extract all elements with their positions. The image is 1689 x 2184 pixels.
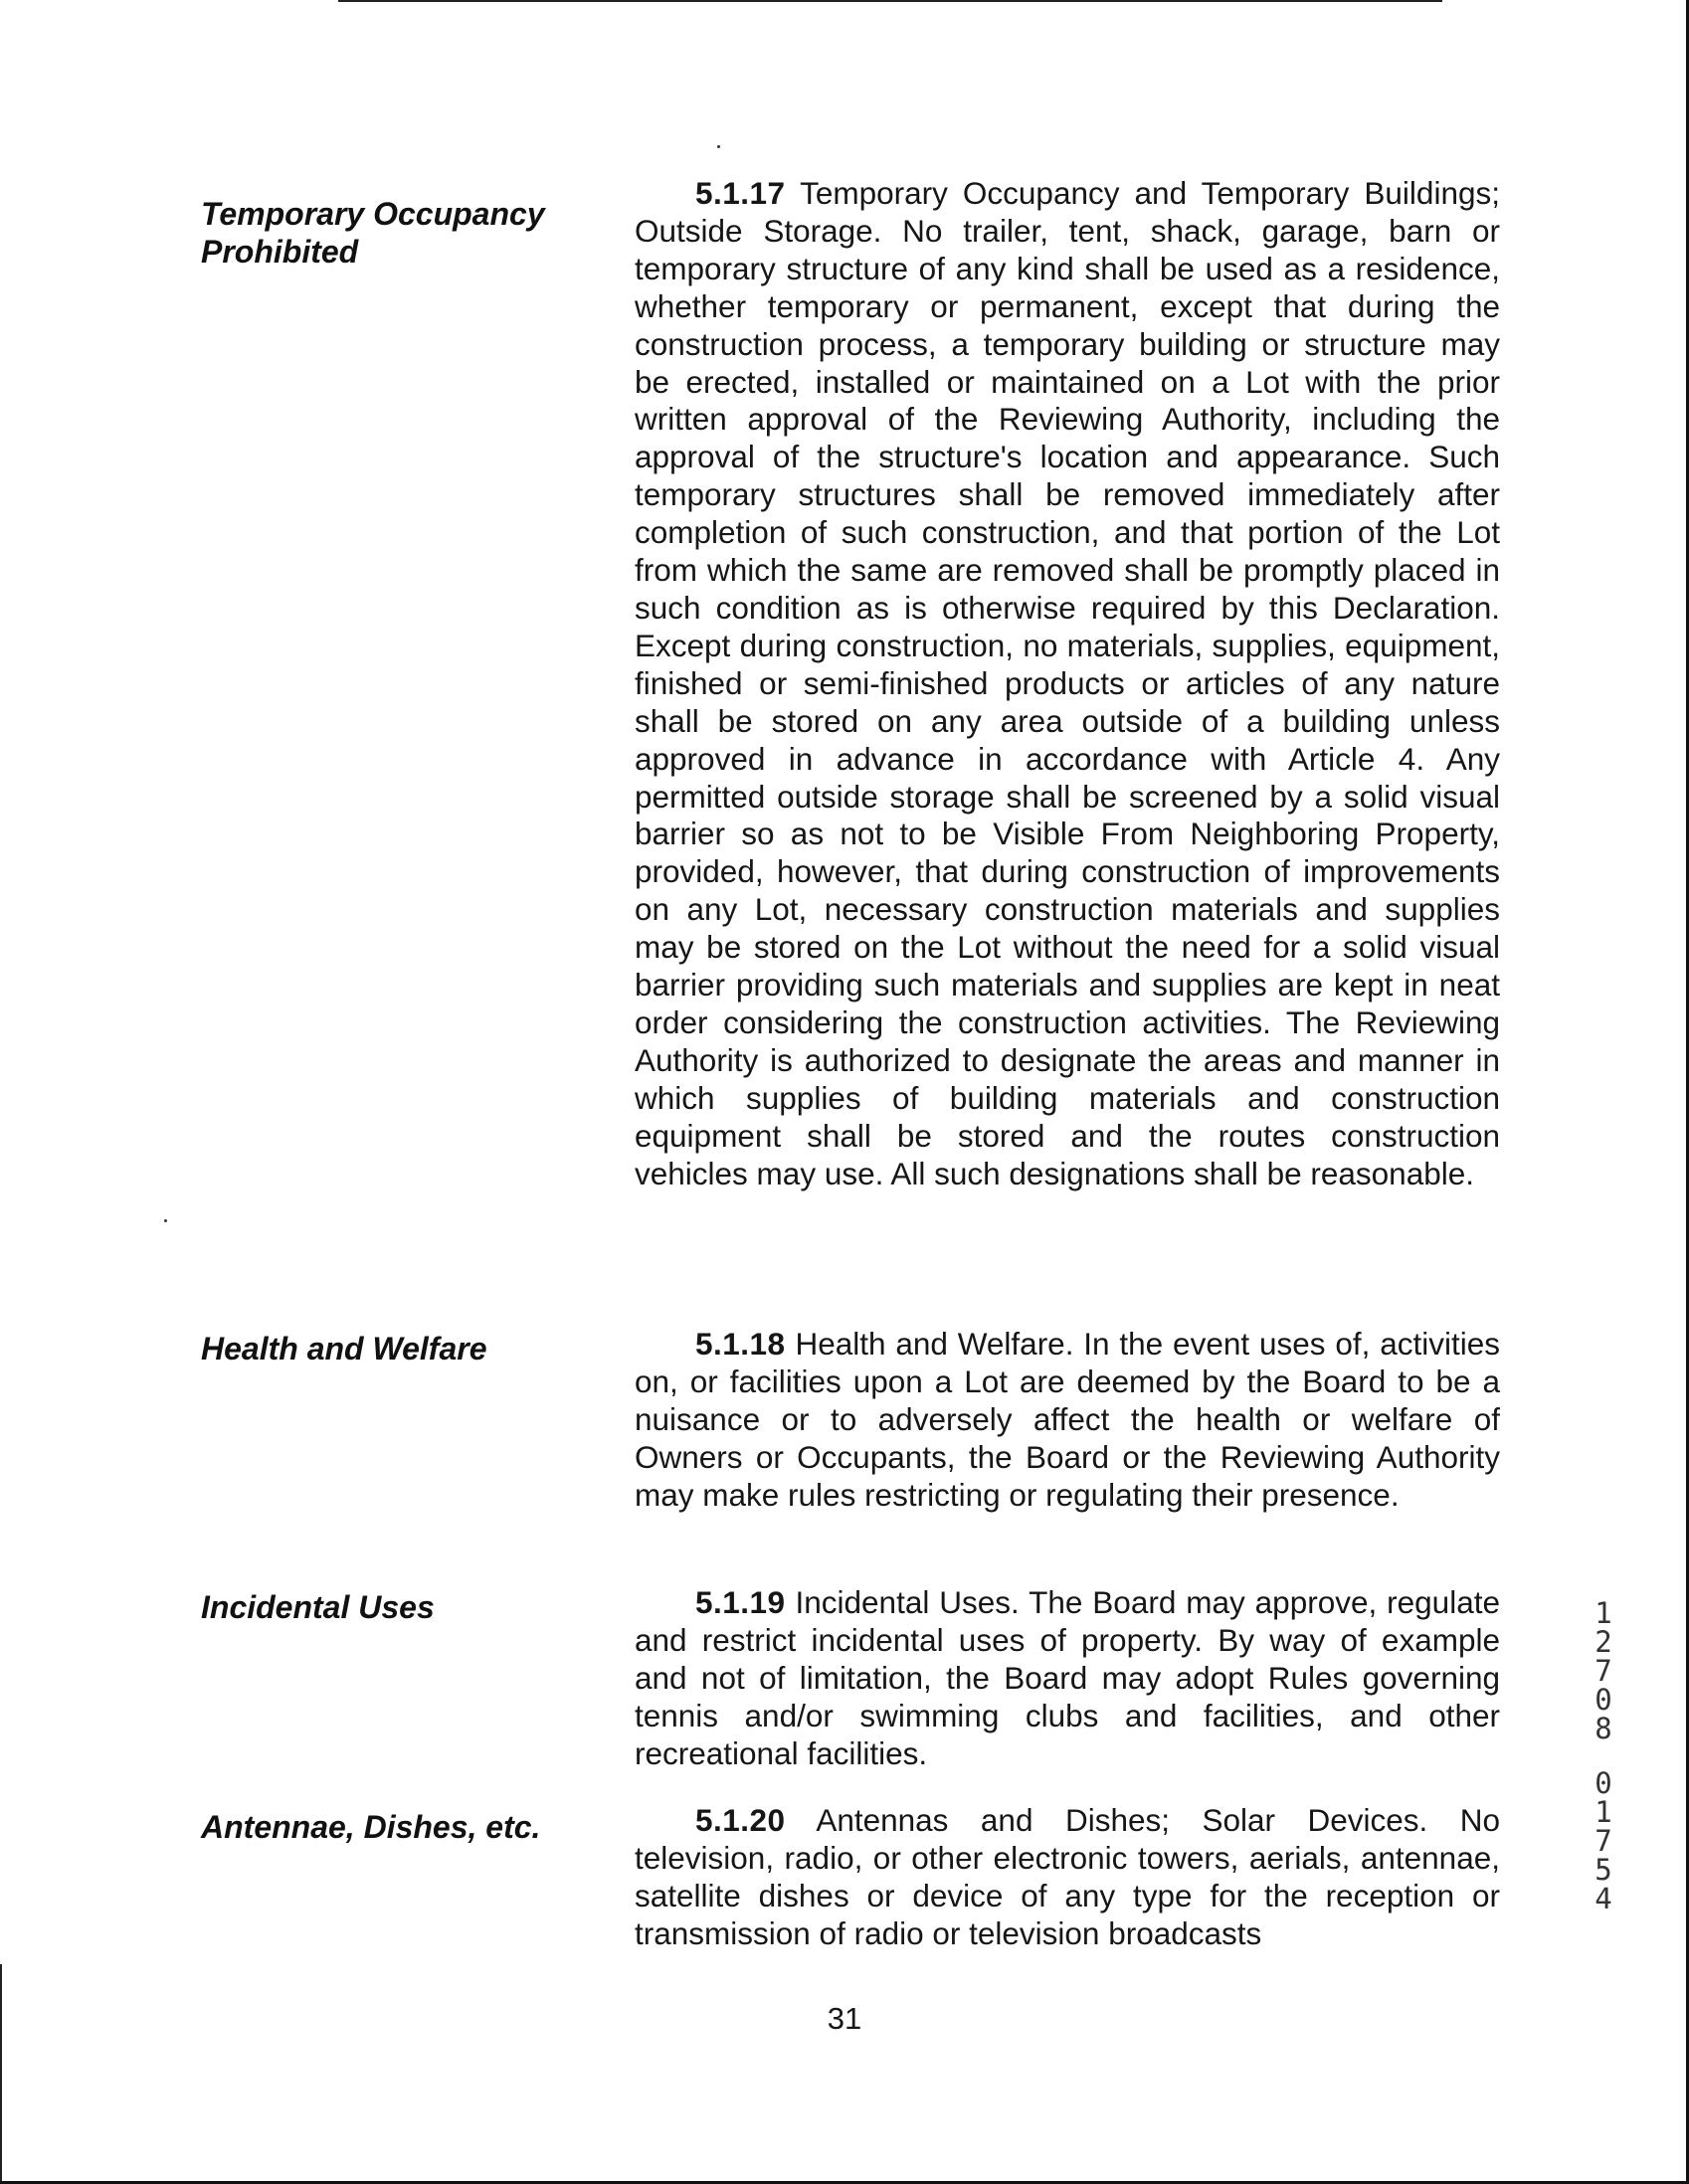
page-number: 31	[827, 2001, 862, 2036]
section-body	[635, 1584, 1500, 1773]
stamp-digit: 1	[1595, 1795, 1612, 1829]
section-heading: Incidental Uses	[201, 1589, 435, 1625]
left-border	[0, 1964, 2, 2184]
stamp-digit: 5	[1595, 1853, 1612, 1887]
section-text: Temporary Occupancy and Temporary Buildings; Outside Storage. No trailer, tent, shack, garage, barn or temporary structure of any kind shall be used as a residence, whether temporary or permanent, except that during the construction process, a temporary building or structure may be erected, installed or maintained on a Lot with the prior written approval of the Reviewing Authority, including the approval of the structure's location and appearance. Such temporary structures shall be removed immediately after completion of such construction, and that portion of the Lot from which the same are removed shall be promptly placed in such condition as is otherwise required by this Declaration. Except during construction, no materials, supplies, equipment, finished or semi-finished products or articles of any nature shall be stored on any area outside of a building unless approved in advance in accordance with Article 4. Any permitted outside storage shall be screened by a solid visual barrier so as not to be Visible From Neighboring Property, provided, however, that during construction of improvements on any Lot, necessary construction materials and supplies may be stored on the Lot without the need for a solid visual barrier providing such materials and supplies are kept in neat order considering the construction activities. The Reviewing Authority is authorized to designate the areas and manner in which supplies of building materials and construction equipment shall be stored and the routes construction vehicles may use. All such designations shall be reasonable.	[635, 175, 1500, 1191]
section-number: 5.1.18	[695, 1326, 786, 1362]
section-text: Health and Welfare. In the event uses of, activities on, or facilities upon a Lot are deemed by the Board to be a nuisance or to adversely affect the health or welfare of Owners or Occupants, the Board or the Reviewing Authority may make rules restricting or regulating their presence.	[635, 1326, 1500, 1513]
section-number: 5.1.17	[695, 175, 786, 211]
stamp-digit: 2	[1595, 1625, 1612, 1659]
stamp-digit: 8	[1595, 1712, 1612, 1745]
section-text: Antennas and Dishes; Solar Devices. No television, radio, or other electronic towers, aerials, antennae, satellite dishes or device of any type for the reception or transmission of radio or television broadcasts	[635, 1802, 1500, 1951]
section-body	[635, 1326, 1500, 1515]
section-body	[635, 1802, 1500, 1953]
stamp-digit: 7	[1595, 1824, 1612, 1858]
scan-speck	[164, 1219, 167, 1222]
section-heading: Temporary Occupancy Prohibited	[201, 196, 545, 270]
section-number: 5.1.19	[695, 1584, 786, 1620]
stamp-digit: 4	[1595, 1882, 1612, 1915]
section-body	[635, 175, 1500, 1192]
section-heading: Antennae, Dishes, etc.	[201, 1809, 541, 1845]
section-text: Incidental Uses. The Board may approve, regulate and restrict incidental uses of property. By way of example and not of limitation, the Board may adopt Rules governing tennis and/or swimming clubs and facilities, and other recreational facilities.	[635, 1584, 1500, 1771]
recording-stamp	[1584, 1596, 1623, 1915]
top-rule	[338, 0, 1442, 2]
stamp-digit: 7	[1595, 1654, 1612, 1688]
section-number: 5.1.20	[695, 1802, 786, 1838]
stamp-digit: 0	[1595, 1683, 1612, 1717]
section-heading: Health and Welfare	[201, 1331, 487, 1366]
scan-speck	[717, 145, 720, 148]
stamp-digit: 1	[1595, 1596, 1612, 1630]
stamp-digit: 0	[1595, 1766, 1612, 1800]
